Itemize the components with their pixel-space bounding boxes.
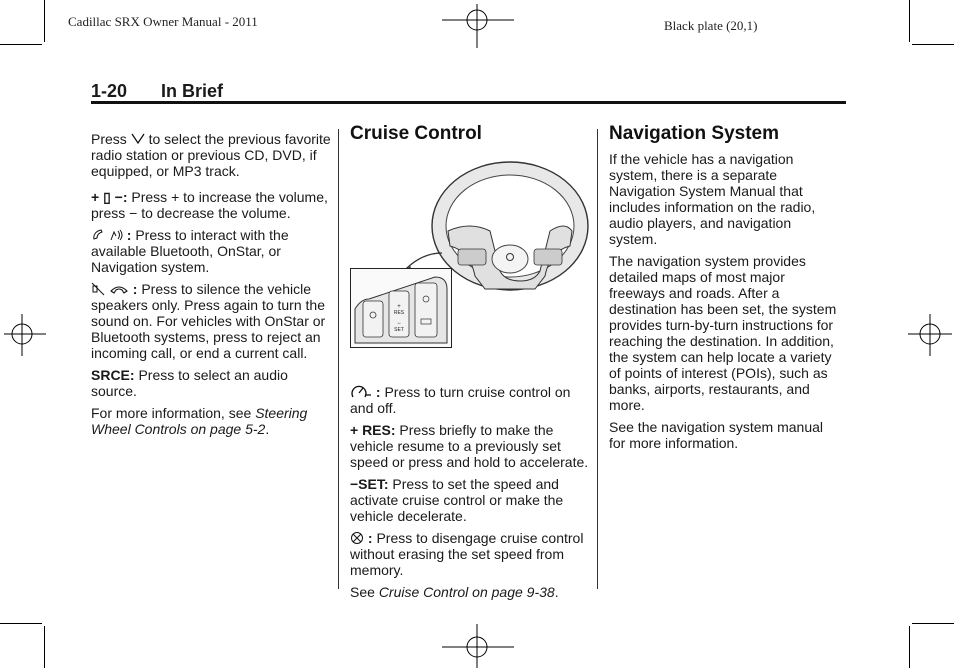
column-right <box>609 123 841 457</box>
paragraph: + RES: Press briefly to make the vehicle resume to a previously set speed or press and hold to accelerate. <box>350 422 589 470</box>
registration-mark <box>440 0 516 50</box>
page-number: 1-20 <box>91 81 128 101</box>
plate-label: Black plate (20,1) <box>664 18 758 33</box>
steering-wheel-icon <box>432 162 588 290</box>
header-rule <box>91 101 846 104</box>
paragraph: : Press to disengage cruise control without erasing the set speed from memory. <box>350 530 584 578</box>
cruise-buttons-illustration <box>351 269 451 347</box>
crop-mark <box>44 0 45 42</box>
cancel-icon <box>350 531 364 545</box>
res-label: RES <box>393 310 405 316</box>
svg-text:+: + <box>397 304 401 310</box>
crop-mark <box>44 626 45 668</box>
navigation-heading: Navigation System <box>609 123 779 144</box>
paragraph: Press to select the previous favorite radio station or previous CD, DVD, if equipped, or MP3 track. <box>91 131 331 179</box>
section-title: In Brief <box>161 81 224 101</box>
paragraph: : Press to turn cruise control on and off. <box>350 384 571 416</box>
crop-mark <box>0 623 42 624</box>
manual-title: Cadillac SRX Owner Manual - 2011 <box>68 14 258 29</box>
registration-mark <box>906 310 954 358</box>
paragraph: SRCE: Press to select an audio source. <box>91 367 288 399</box>
crop-mark <box>0 44 42 45</box>
chevron-down-icon <box>131 133 145 145</box>
column-left <box>91 131 331 443</box>
paragraph: + ▯ −: Press + to increase the volume, press − to decrease the volume. <box>91 189 328 221</box>
paragraph: : Press to interact with the available Bluetooth, OnStar, or Navigation system. <box>91 227 289 275</box>
cruise-icon <box>350 385 372 399</box>
set-label: SET <box>394 327 404 333</box>
paragraph: The navigation system provides detailed maps of most major freeways and roads. After a destination has been set, the system provides turn-by-turn instructions for reaching the destination. In addition, the system can help locate a variety of points of interest (POIs), such as banks, airports, restaurants, and more. <box>609 253 837 413</box>
section-header <box>91 81 223 102</box>
cross-reference-link[interactable]: Cruise Control on page 9-38 <box>378 584 555 600</box>
paragraph: : Press to silence the vehicle speakers only. Press again to turn the sound on. For vehicles with OnStar or Bluetooth systems, press to reject an incoming call, or end a current call. <box>91 281 326 361</box>
voice-icon <box>109 228 123 242</box>
svg-text:−: − <box>397 321 401 327</box>
mute-icon <box>91 282 105 296</box>
paragraph: See the navigation system manual for more information. <box>609 419 824 451</box>
phone-icon <box>91 228 105 242</box>
crop-mark <box>912 44 954 45</box>
crop-mark <box>909 0 910 42</box>
column-middle <box>350 123 590 606</box>
cruise-button <box>363 301 383 337</box>
crop-mark <box>909 626 910 668</box>
cruise-control-heading: Cruise Control <box>350 123 482 144</box>
cancel-button <box>415 283 437 337</box>
control-inset <box>350 268 452 348</box>
column-divider <box>338 129 339 589</box>
crop-mark <box>912 623 954 624</box>
hang-up-icon <box>109 283 129 295</box>
paragraph: If the vehicle has a navigation system, there is a separate Navigation System Manual that includes information on the radio, audio players, and navigation system. <box>609 151 816 247</box>
column-divider <box>597 129 598 589</box>
volume-term: + ▯ −: <box>91 189 128 205</box>
paragraph: −SET: Press to set the speed and activate cruise control or make the vehicle decelerate. <box>350 476 564 524</box>
cross-reference-link[interactable]: Steering Wheel Controls on page 5-2 <box>91 405 308 437</box>
paragraph: See Cruise Control on page 9-38. <box>350 584 559 600</box>
registration-mark <box>0 310 48 358</box>
registration-mark <box>440 620 516 668</box>
paragraph: For more information, see Steering Wheel Controls on page 5-2. <box>91 405 308 437</box>
